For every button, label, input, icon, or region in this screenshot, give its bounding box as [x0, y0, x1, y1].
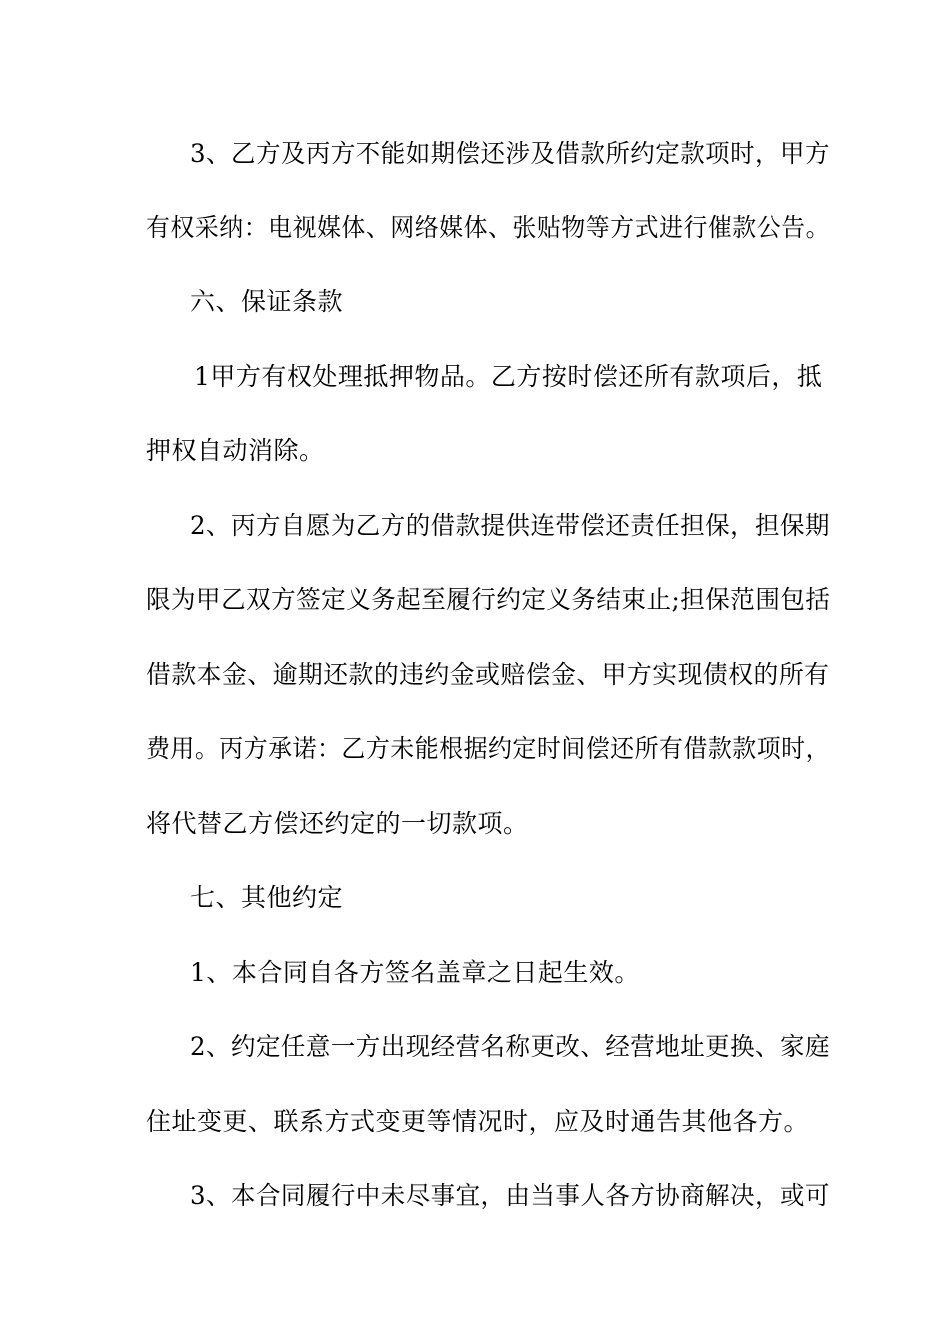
- text-line: 限为甲乙双方签定义务起至履行约定义务结束止;担保范围包括: [146, 585, 831, 614]
- section-heading: 七、其他约定: [190, 883, 344, 912]
- text-line: 住址变更、联系方式变更等情况时，应及时通告其他各方。: [146, 1107, 810, 1136]
- text-line: 1、本合同自各方签名盖章之日起生效。: [190, 958, 640, 987]
- text-line: 费用。丙方承诺：乙方未能根据约定时间偿还所有借款款项时，: [146, 734, 831, 763]
- text-line: 2、约定任意一方出现经营名称更改、经营地址更换、家庭: [190, 1032, 830, 1061]
- text-line: 借款本金、逾期还款的违约金或赔偿金、甲方实现债权的所有: [146, 660, 830, 689]
- text-line: 2、丙方自愿为乙方的借款提供连带偿还责任担保，担保期: [190, 511, 830, 540]
- text-line: 有权采纳：电视媒体、网络媒体、张贴物等方式进行催款公告。: [146, 213, 831, 242]
- text-line: 3、乙方及丙方不能如期偿还涉及借款所约定款项时，甲方: [190, 139, 830, 168]
- section-heading: 六、保证条款: [190, 287, 344, 316]
- text-line: 3、本合同履行中未尽事宜，由当事人各方协商解决，或可: [190, 1181, 830, 1210]
- text-line: 将代替乙方偿还约定的一切款项。: [146, 809, 529, 838]
- text-line: 1甲方有权处理抵押物品。乙方按时偿还所有款项后，抵: [194, 362, 823, 391]
- text-line: 押权自动消除。: [146, 436, 325, 465]
